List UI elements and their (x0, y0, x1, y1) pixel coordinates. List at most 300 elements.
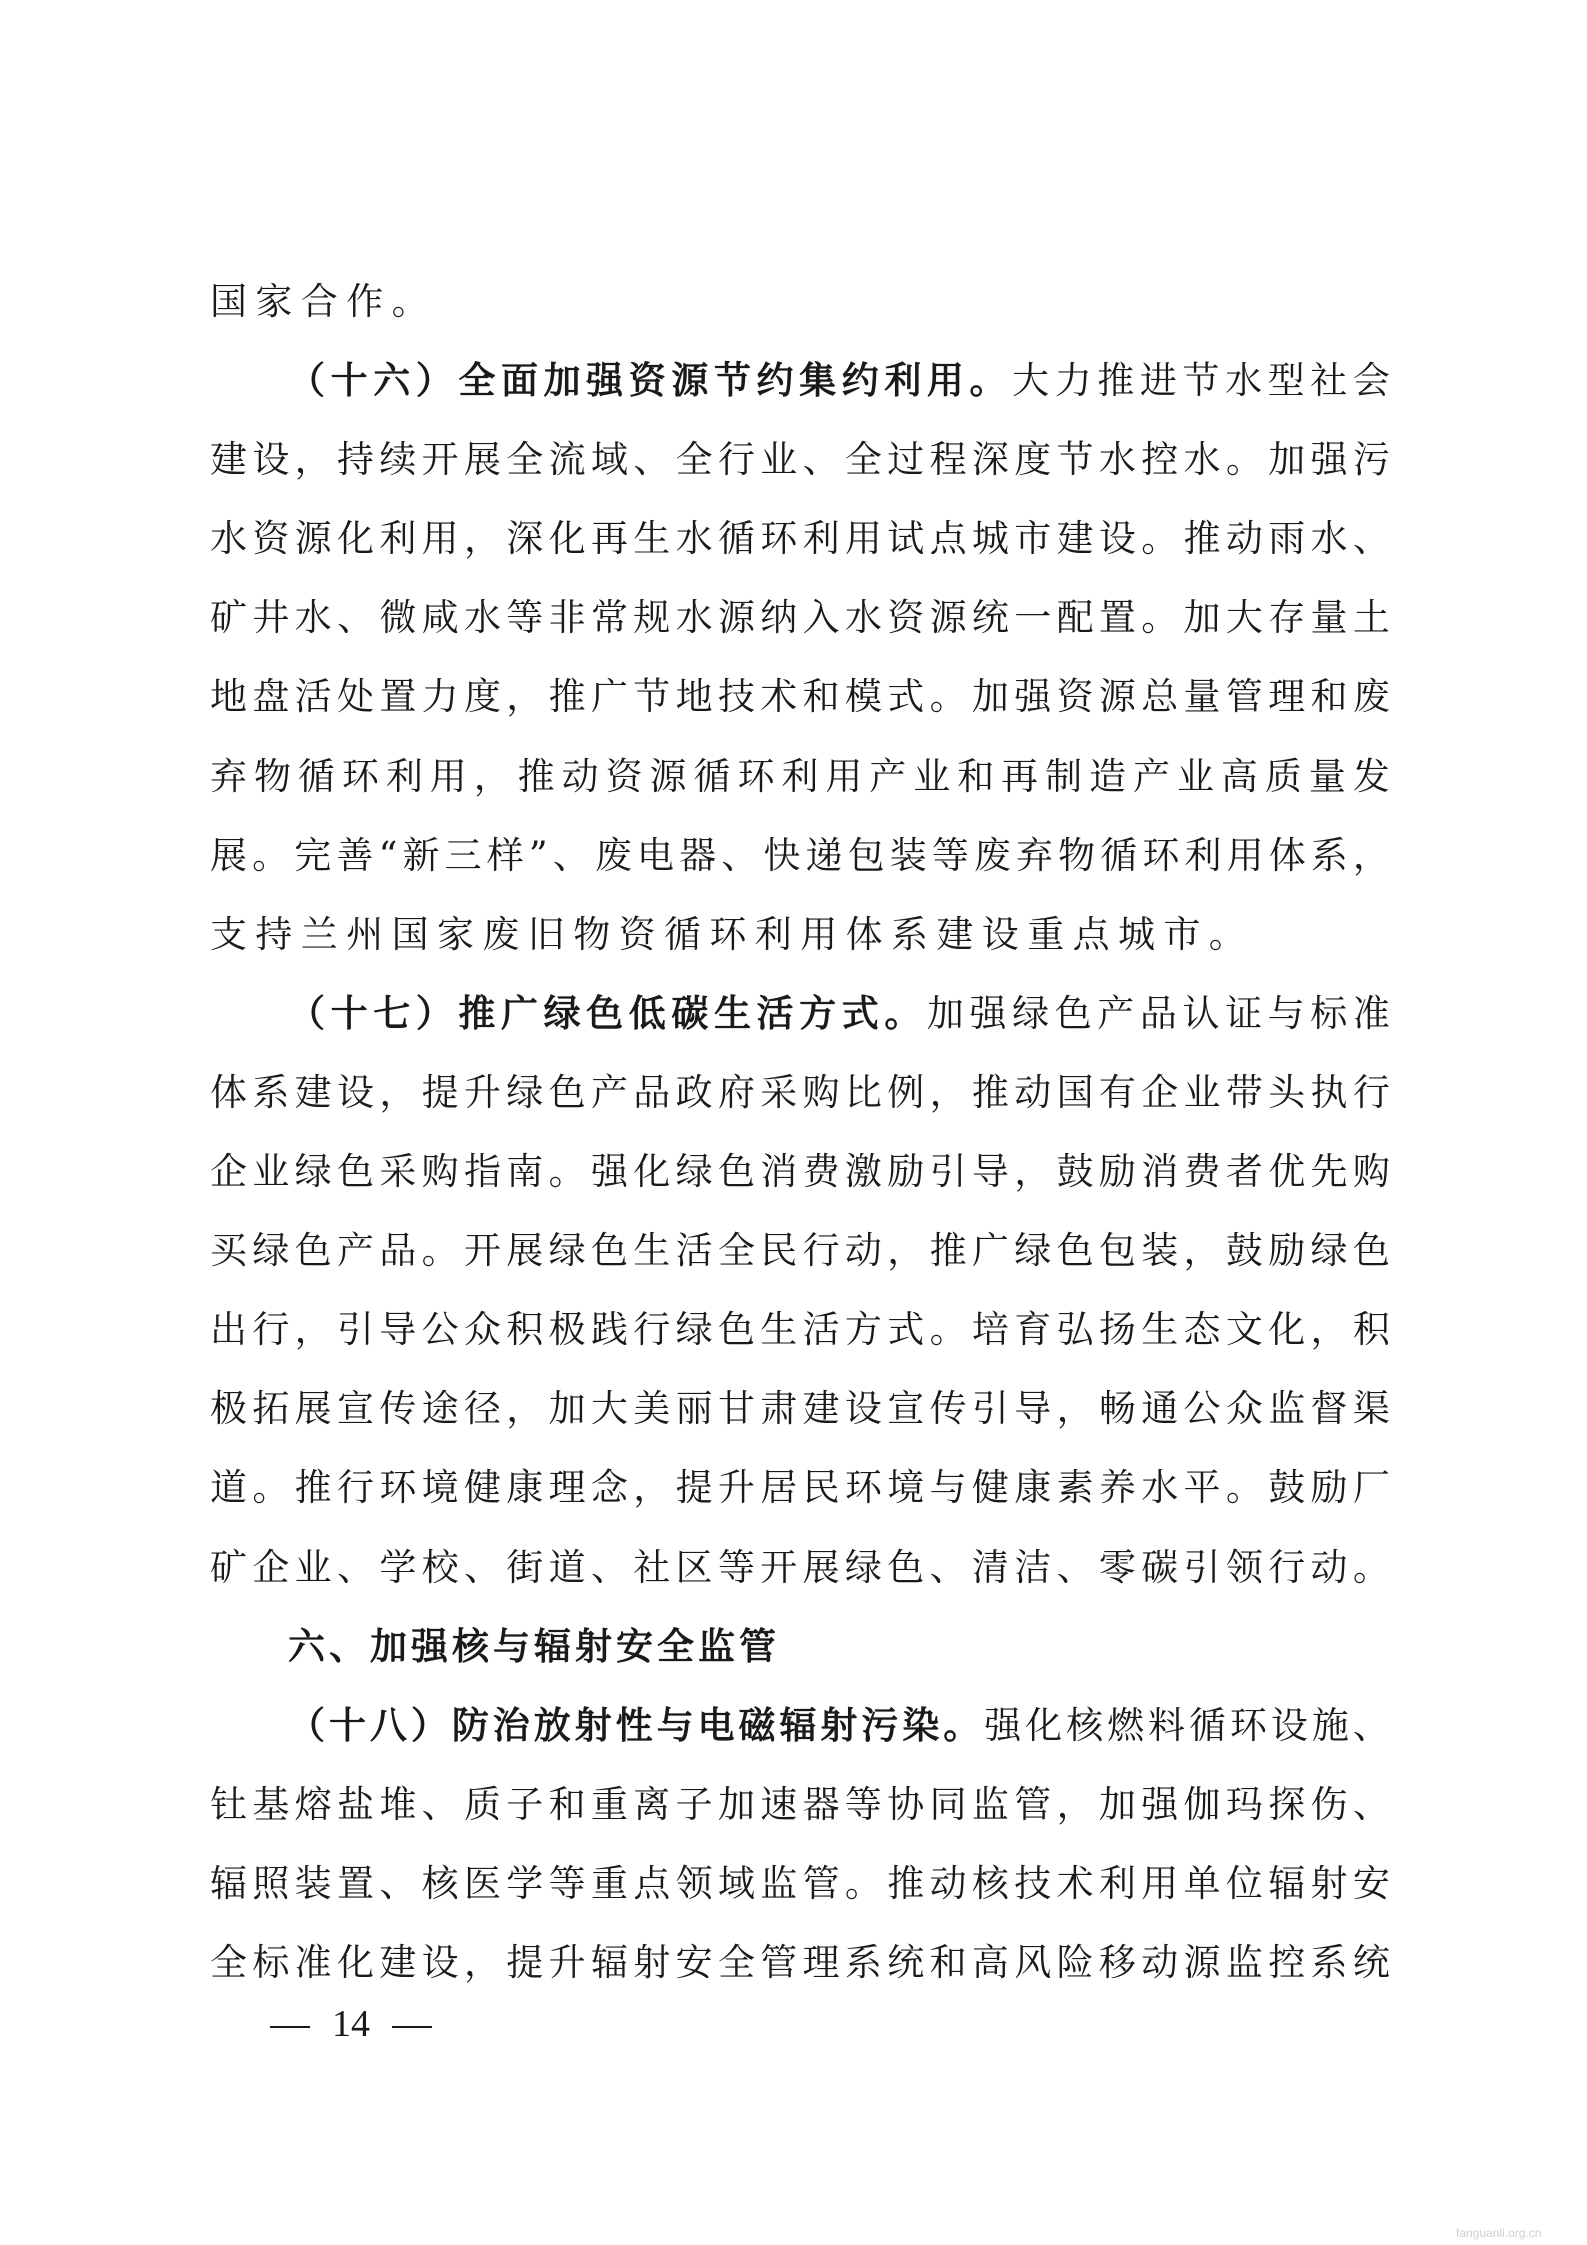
char: 资 (887, 596, 925, 640)
char: 染 (902, 1702, 940, 1747)
char: 高 (1220, 754, 1258, 798)
char: 水 (675, 517, 713, 561)
char: 公 (421, 1308, 459, 1352)
char: 纳 (760, 596, 798, 640)
char: 。 (252, 833, 290, 877)
char: 学 (379, 1545, 417, 1589)
char: 约 (756, 358, 794, 403)
char: 十 (328, 1702, 366, 1747)
char: 雨 (1268, 517, 1306, 561)
char: 射 (820, 1702, 858, 1747)
char: 、 (463, 1545, 501, 1589)
char: 国 (1056, 1070, 1094, 1114)
char: 社 (633, 1545, 671, 1589)
char: 风 (1014, 1940, 1052, 1984)
char: 和 (802, 675, 840, 719)
char: 水 (1183, 438, 1221, 482)
char: 术 (760, 675, 798, 719)
char: 业 (913, 754, 951, 798)
char: 等 (548, 1861, 586, 1905)
text-line (210, 578, 1390, 657)
char: 康 (506, 1466, 544, 1510)
char: 存 (1268, 596, 1306, 640)
char: 行 (1352, 1070, 1390, 1114)
char: 素 (1056, 1466, 1094, 1510)
char: 化 (336, 517, 374, 561)
char: 色 (548, 1070, 586, 1114)
char: 洁 (1014, 1545, 1052, 1589)
char: 众 (463, 1308, 501, 1352)
char: 。 (929, 675, 967, 719)
char: 业 (1176, 754, 1214, 798)
char: 治 (492, 1702, 530, 1747)
char: 设 (1098, 517, 1136, 561)
char: 总 (1141, 675, 1179, 719)
char: 非 (548, 596, 586, 640)
char: 行 (633, 1308, 671, 1352)
char: 强 (586, 358, 624, 403)
char: 监 (971, 1782, 1009, 1826)
char: 设 (844, 1387, 882, 1431)
char: 采 (760, 1070, 798, 1114)
char: 型 (1267, 359, 1305, 403)
char: 弃 (210, 754, 247, 798)
char: 流 (548, 438, 586, 482)
char: 引 (1183, 1545, 1221, 1589)
char: 绿 (675, 1308, 713, 1352)
char: 续 (379, 438, 417, 482)
char: 建 (802, 1387, 840, 1431)
char: 源 (929, 596, 967, 640)
char: 六 (373, 358, 411, 403)
char: 电 (697, 1702, 735, 1747)
char: 导 (971, 1150, 1009, 1194)
char: 监 (1225, 1940, 1263, 1984)
char: 试 (887, 517, 925, 561)
char: 动 (1310, 1545, 1348, 1589)
char: 例 (887, 1070, 925, 1114)
char: 街 (506, 1545, 544, 1589)
char: 品 (633, 1070, 671, 1114)
char: 模 (844, 675, 882, 719)
char: 境 (421, 1466, 459, 1510)
char: 。 (884, 990, 922, 1035)
char: 色 (717, 1150, 755, 1194)
char: 处 (336, 675, 374, 719)
char: 化 (548, 517, 586, 561)
char: 控 (1141, 438, 1179, 482)
char: 资 (1056, 675, 1094, 719)
char: 安 (1352, 1861, 1390, 1905)
char: 展 (802, 1545, 840, 1589)
char: 建 (379, 1940, 417, 1984)
char: 行 (336, 1466, 374, 1510)
char: 众 (1225, 1387, 1263, 1431)
char: 燃 (1107, 1703, 1145, 1747)
char: 加 (717, 1782, 755, 1826)
char: 带 (1225, 1070, 1263, 1114)
char: 安 (675, 1940, 713, 1984)
char: 废 (594, 833, 632, 877)
char: 校 (421, 1545, 459, 1589)
char: 力 (421, 675, 459, 719)
char: 物 (1058, 833, 1096, 877)
char: 动 (561, 754, 599, 798)
char: ， (463, 517, 501, 561)
char: 、 (421, 1782, 459, 1826)
char: 度 (1014, 438, 1052, 482)
char: 管 (802, 1861, 840, 1905)
char: 装 (1141, 1229, 1179, 1273)
char: 新 (402, 833, 440, 877)
char: 水 (1310, 517, 1348, 561)
char: 源 (1183, 1940, 1221, 1984)
paragraph-16-first-line (210, 341, 1390, 420)
char: 大 (590, 1387, 628, 1431)
char: 展 (210, 833, 247, 877)
char: 大 (1012, 359, 1050, 403)
char: 核 (1066, 1703, 1104, 1747)
char: ， (887, 1229, 925, 1273)
char: 、 (1352, 517, 1390, 561)
dash-right (392, 2026, 432, 2028)
char: 熔 (294, 1782, 332, 1826)
char: 动 (844, 1229, 882, 1273)
char: 标 (252, 1940, 290, 1984)
char: 。 (252, 1466, 290, 1510)
char: 技 (717, 675, 755, 719)
char: 子 (506, 1782, 544, 1826)
char: 节 (1182, 359, 1220, 403)
char: 优 (1268, 1150, 1306, 1194)
char: 等 (844, 1782, 882, 1826)
char: 进 (1139, 359, 1177, 403)
char: 包 (847, 833, 885, 877)
char: 、 (1056, 1545, 1094, 1589)
char: 大 (1225, 596, 1263, 640)
char: 监 (1268, 1387, 1306, 1431)
char: 物 (253, 754, 291, 798)
char: 集 (799, 358, 837, 403)
char: 碳 (1141, 1545, 1179, 1589)
char: 循 (1100, 833, 1138, 877)
char: 强 (590, 1150, 628, 1194)
text-line (210, 737, 1390, 816)
char: 拓 (252, 1387, 290, 1431)
char: 造 (1089, 754, 1127, 798)
char: 广 (500, 990, 538, 1035)
line-text: 支持兰州国家废旧物资循环利用体系建设重点城市。 (210, 912, 1255, 956)
char: 强 (1014, 675, 1052, 719)
text-line (210, 816, 1390, 895)
char: 基 (252, 1782, 290, 1826)
char: 品 (1139, 991, 1177, 1035)
char: 射 (1310, 1861, 1348, 1905)
char: ） (415, 990, 453, 1035)
char: 激 (844, 1150, 882, 1194)
char: 利 (385, 754, 423, 798)
char: 水 (1098, 438, 1136, 482)
char: 险 (1056, 1940, 1094, 1984)
char: 行 (1268, 1545, 1306, 1589)
char: 加 (543, 358, 581, 403)
char: 常 (590, 596, 628, 640)
char: 色 (1056, 1229, 1094, 1273)
char: 培 (971, 1308, 1009, 1352)
char: 射 (574, 1702, 612, 1747)
char: 绿 (543, 990, 581, 1035)
char: 等 (717, 1545, 755, 1589)
char: 资 (605, 754, 643, 798)
char: 标 (1310, 991, 1348, 1035)
text-line (210, 1290, 1390, 1369)
char: 环 (760, 517, 798, 561)
char: ， (379, 1070, 417, 1114)
char: 系 (1310, 1940, 1348, 1984)
char: 统 (887, 1940, 925, 1984)
char: 健 (971, 1466, 1009, 1510)
char: 企 (1141, 1070, 1179, 1114)
char: 。 (421, 1229, 459, 1273)
char: 推 (887, 1861, 925, 1905)
char: 传 (379, 1387, 417, 1431)
char: 化 (336, 1940, 374, 1984)
char: 发 (1352, 754, 1390, 798)
char: 动 (929, 1861, 967, 1905)
char: 碳 (671, 990, 709, 1035)
char: 源 (717, 596, 755, 640)
char: 射 (633, 1940, 671, 1984)
text-line (210, 1528, 1390, 1607)
char: ， (506, 1387, 544, 1431)
char: 用 (1141, 1861, 1179, 1905)
char: 扬 (1098, 1308, 1136, 1352)
char: 出 (210, 1308, 247, 1352)
char: 单 (1183, 1861, 1221, 1905)
char: 十 (330, 990, 368, 1035)
char: 过 (887, 438, 925, 482)
char: 环 (1142, 833, 1180, 877)
dash-left (270, 2026, 310, 2028)
char: 畅 (1098, 1387, 1136, 1431)
char: 水 (1225, 359, 1263, 403)
char: 节 (633, 675, 671, 719)
char: 装 (294, 1861, 332, 1905)
char: 采 (379, 1150, 417, 1194)
char: 育 (1014, 1308, 1052, 1352)
char: 强 (1310, 438, 1348, 482)
char: 环 (341, 754, 379, 798)
text-line (210, 1448, 1390, 1527)
char: 践 (590, 1308, 628, 1352)
char: 约 (841, 358, 879, 403)
char: 业 (294, 1545, 332, 1589)
char: ， (294, 438, 332, 482)
char: 设 (1270, 1703, 1308, 1747)
char: 技 (1014, 1861, 1052, 1905)
char: 提 (675, 1466, 713, 1510)
char: 。 (548, 1150, 586, 1194)
char: 比 (844, 1070, 882, 1114)
char: ， (1183, 1229, 1221, 1273)
char: 程 (929, 438, 967, 482)
char: 钍 (210, 1782, 247, 1826)
char: 鼓 (1225, 1229, 1263, 1273)
char: 认 (1182, 991, 1220, 1035)
char: 渠 (1352, 1387, 1390, 1431)
char: 广 (590, 675, 628, 719)
char: 者 (1225, 1150, 1263, 1194)
char: 色 (1352, 1229, 1390, 1273)
char: 十 (330, 358, 368, 403)
char: 重 (590, 1861, 628, 1905)
char: 绿 (506, 1070, 544, 1114)
char: 。 (943, 1702, 981, 1747)
char: 善 (336, 833, 374, 877)
char: 管 (1225, 675, 1263, 719)
char: 领 (675, 1861, 713, 1905)
char: 励 (1098, 1150, 1136, 1194)
char: ， (294, 1308, 332, 1352)
char: 入 (802, 596, 840, 640)
char: 绿 (1012, 991, 1050, 1035)
char: 利 (781, 754, 819, 798)
char: 行 (802, 1229, 840, 1273)
char: 推 (1183, 517, 1221, 561)
char: 产 (336, 1229, 374, 1273)
char: 核 (421, 1861, 459, 1905)
char: 甘 (717, 1387, 755, 1431)
char: 引 (971, 1387, 1009, 1431)
char: 废 (973, 833, 1011, 877)
char: ， (633, 1466, 671, 1510)
char: ， (1014, 1150, 1052, 1194)
char: 平 (1183, 1466, 1221, 1510)
char: 全 (844, 438, 882, 482)
char: 水 (210, 517, 247, 561)
char: 全 (210, 1940, 247, 1984)
char: 施 (1311, 1703, 1349, 1747)
char: 推 (294, 1466, 332, 1510)
char: 再 (590, 517, 628, 561)
char: 用 (825, 754, 863, 798)
char: 地 (675, 675, 713, 719)
char: ， (463, 1940, 501, 1984)
char: 会 (1352, 359, 1390, 403)
char: 道 (548, 1545, 586, 1589)
watermark: fanguanli.org.cn (1456, 2226, 1542, 2240)
char: 业 (1183, 1070, 1221, 1114)
char: 开 (463, 1229, 501, 1273)
char: 弃 (1016, 833, 1054, 877)
char: 城 (971, 517, 1009, 561)
char: 、 (552, 833, 590, 877)
char: 探 (1268, 1782, 1306, 1826)
char: 料 (1148, 1703, 1186, 1747)
char: 买 (210, 1229, 247, 1273)
char: 置 (1098, 596, 1136, 640)
document-body (210, 262, 1390, 2002)
char: 境 (887, 1466, 925, 1510)
paragraph-17-first-line (210, 974, 1390, 1053)
char: 开 (421, 438, 459, 482)
char: 。 (1225, 1466, 1263, 1510)
char: 配 (1056, 596, 1094, 640)
char: 快 (763, 833, 801, 877)
char: 广 (971, 1229, 1009, 1273)
char: 和 (929, 1940, 967, 1984)
char: 放 (533, 1702, 571, 1747)
char: 府 (717, 1070, 755, 1114)
char: 系 (252, 1070, 290, 1114)
char: 准 (1352, 991, 1390, 1035)
char: 绿 (1310, 1229, 1348, 1273)
char: 循 (717, 517, 755, 561)
char: 方 (799, 990, 837, 1035)
char: 质 (1264, 754, 1302, 798)
char: 量 (1310, 596, 1348, 640)
char: 化 (1025, 1703, 1063, 1747)
char: 极 (548, 1308, 586, 1352)
char: 色 (887, 1545, 925, 1589)
char: 业 (760, 438, 798, 482)
char: 色 (586, 990, 624, 1035)
char: 政 (675, 1070, 713, 1114)
char: 督 (1310, 1387, 1348, 1431)
char: 导 (1014, 1387, 1052, 1431)
char: 准 (294, 1940, 332, 1984)
char: 全 (717, 1940, 755, 1984)
char: 源 (1098, 675, 1136, 719)
char: 建 (1056, 517, 1094, 561)
char: 购 (1352, 1150, 1390, 1194)
char: 色 (590, 1229, 628, 1273)
char: 监 (760, 1861, 798, 1905)
char: 展 (506, 1229, 544, 1273)
char: 推 (517, 754, 555, 798)
char: 加 (1268, 438, 1306, 482)
char: 绿 (675, 1150, 713, 1194)
char: 域 (590, 438, 628, 482)
char: 管 (1014, 1782, 1052, 1826)
char: 。 (1141, 596, 1179, 640)
char: 用 (844, 517, 882, 561)
char: 辐 (1268, 1861, 1306, 1905)
char: 。 (844, 1861, 882, 1905)
char: 提 (506, 1940, 544, 1984)
char: 全 (458, 358, 496, 403)
char: 导 (379, 1308, 417, 1352)
char: 头 (1268, 1070, 1306, 1114)
char: 量 (1183, 675, 1221, 719)
char: 。 (969, 358, 1007, 403)
char: 地 (210, 675, 247, 719)
char: 社 (1310, 359, 1348, 403)
page-number (248, 2002, 454, 2046)
char: 环 (844, 1466, 882, 1510)
char: （ (288, 358, 325, 403)
char: 堆 (379, 1782, 417, 1826)
char: 。 (1352, 1545, 1390, 1589)
char: 源 (649, 754, 687, 798)
char: 。 (929, 1308, 967, 1352)
char: 防 (451, 1702, 489, 1747)
char: 理 (1268, 675, 1306, 719)
char: ） (415, 358, 453, 403)
char: 指 (463, 1150, 501, 1194)
char: （ (288, 1702, 325, 1747)
char: 设 (336, 1070, 374, 1114)
